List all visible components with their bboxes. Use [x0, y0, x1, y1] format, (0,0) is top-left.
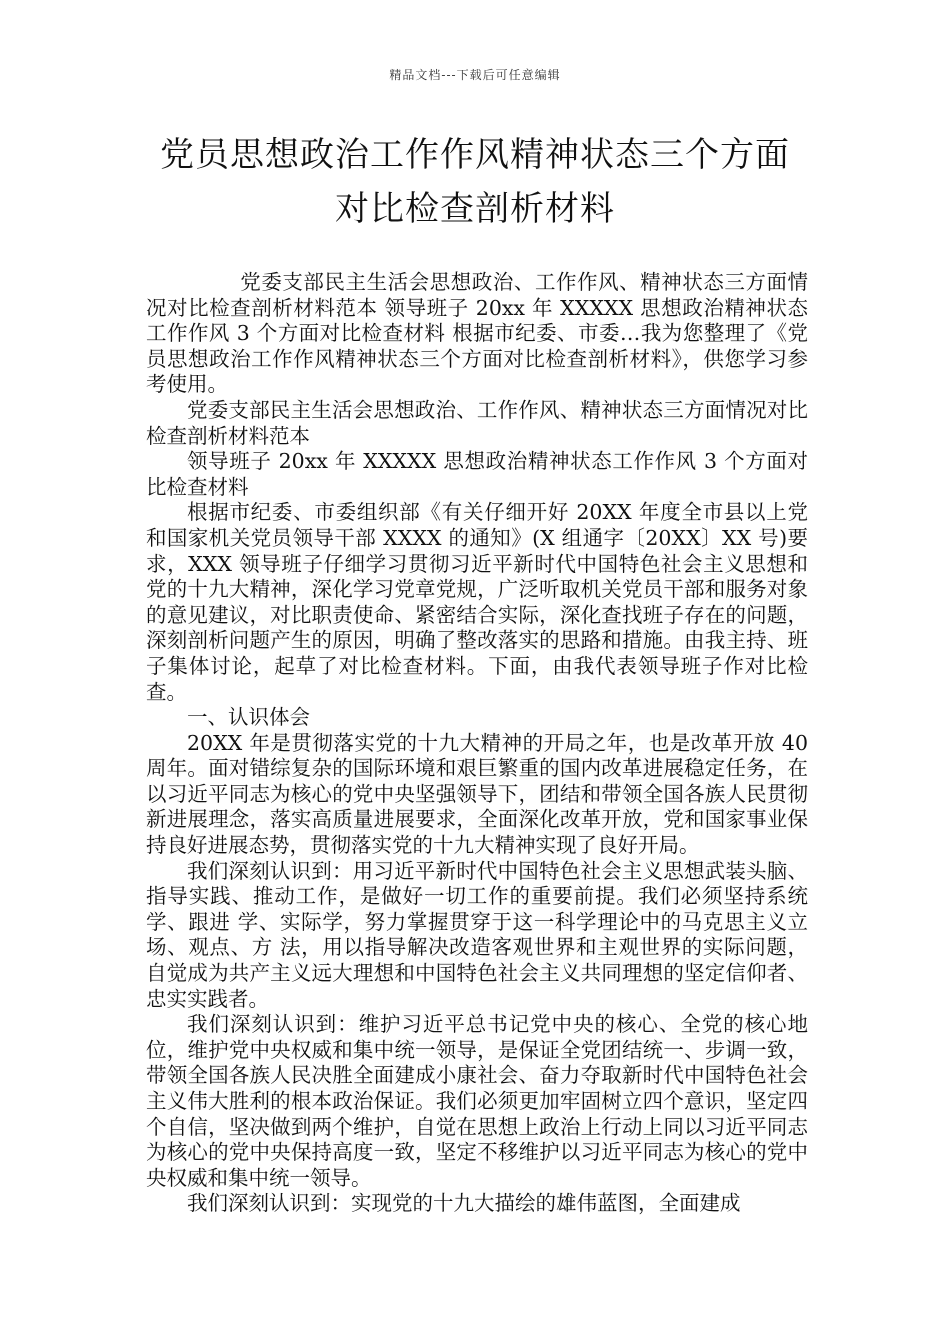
- paragraph-recognition-3: 我们深刻认识到：实现党的十九大描绘的雄伟蓝图，全面建成: [187, 1191, 741, 1216]
- title-line-1: 党员思想政治工作作风精神状态三个方面: [160, 135, 790, 175]
- title-line-2: 对比检查剖析材料: [335, 189, 615, 229]
- header-note: 精品文档---下载后可任意编辑: [389, 68, 561, 82]
- section-heading-1: 一、认识体会: [187, 705, 310, 730]
- paragraph-overview: 20XX 年是贯彻落实党的十九大精神的开局之年，也是改革开放 40 周年。面对错综复杂的国际环境和艰巨繁重的国内改革进展稳定任务，在以习近平同志为核心的党中央坚强领导下，团结和带领全国各族人民贯彻新进展理念，落实高质量进展要求，全面深化改革开放，党和国家事业保持良好进展态势，贯彻落实党的十九大精神实现了良好开局。: [146, 730, 808, 858]
- paragraph-background: 根据市纪委、市委组织部《有关仔细开好 20XX 年度全市县以上党和国家机关党员领导干部 XXXX 的通知》(X 组通字〔20XX〕XX 号)要求，XXX 领导班子仔细学习贯彻习近平新时代中国特色社会主义思想和党的十九大精神，深化学习党章党规，广泛听取机关党员干部和服务对象的意见建议，对比职责使命、紧密结合实际，深化查找班子存在的问题，深刻剖析问题产生的原因，明确了整改落实的思路和措施。由我主持、班子集体讨论，起草了对比检查材料。下面，由我代表领导班子作对比检查。: [146, 500, 808, 704]
- paragraph-recognition-1: 我们深刻认识到：用习近平新时代中国特色社会主义思想武装头脑、指导实践、推动工作，是做好一切工作的重要前提。我们必须坚持系统学、跟进 学、实际学，努力掌握贯穿于这一科学理论中的马克思主义立场、观点、方 法，用以指导解决改造客观世界和主观世界的实际问题，自觉成为共产主义远大理想和中国特色社会主义共同理想的坚定信仰者、忠实实践者。: [146, 858, 808, 1011]
- document-body: [146, 270, 808, 1217]
- intro-paragraph: 党委支部民主生活会思想政治、工作作风、精神状态三方面情况对比检查剖析材料范本 领导班子 20xx 年 XXXXX 思想政治精神状态工作作风 3 个方面对比检查材料 根据市纪委、市委…我为您整理了《党员思想政治工作作风精神状态三个方面对比检查剖析材料》，供您学习参考使用。: [146, 270, 808, 397]
- paragraph-subtitle-2: 领导班子 20xx 年 XXXXX 思想政治精神状态工作作风 3 个方面对比检查材料: [146, 449, 808, 499]
- paragraph-recognition-2: 我们深刻认识到：维护习近平总书记党中央的核心、全党的核心地位，维护党中央权威和集中统一领导，是保证全党团结统一、步调一致，带领全国各族人民决胜全面建成小康社会、奋力夺取新时代中国特色社会主义伟大胜利的根本政治保证。我们必须更加牢固树立四个意识，坚定四个自信，坚决做到两个维护，自觉在思想上政治上行动上同以习近平同志为核心的党中央保持高度一致，坚定不移维护以习近平同志为核心的党中央权威和集中统一领导。: [146, 1012, 808, 1190]
- paragraph-subtitle-1: 党委支部民主生活会思想政治、工作作风、精神状态三方面情况对比检查剖析材料范本: [146, 397, 808, 448]
- document-title: [120, 128, 830, 236]
